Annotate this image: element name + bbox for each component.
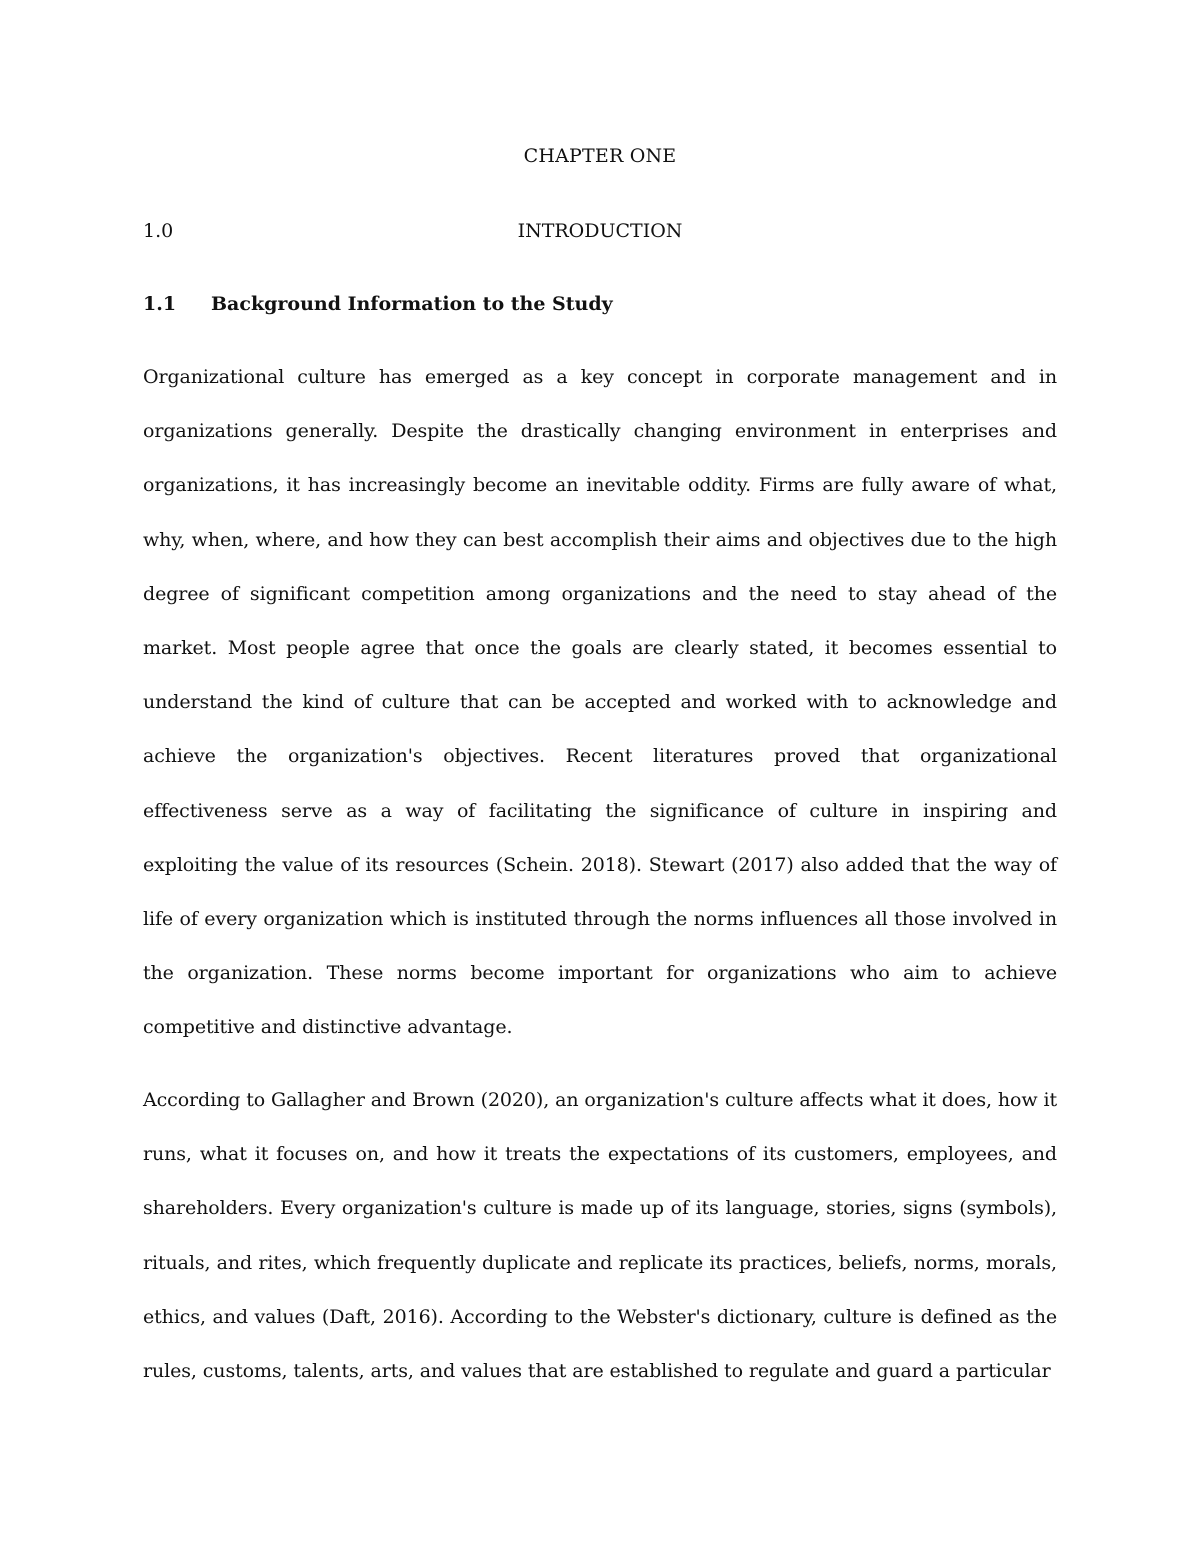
subsection-number: 1.1 [143, 293, 177, 315]
chapter-title: CHAPTER ONE [523, 145, 677, 167]
body-paragraph: Organizational culture has emerged as a key concept in corporate management and in organizations generally. Despite the drastically changing environment in enterprises and organizations, it has increasingly become an inevitable oddity. Firms are fully aware of what, why, when, where, and how they can best accomplish their aims and objectives due to the high degree of significant competition among organizations and the need to stay ahead of the market. Most people agree that once the goals are clearly stated, it becomes essential to understand the kind of culture that can be accepted and worked with to acknowledge and achieve the organization's objectives. Recent literatures proved that organizational effectiveness serve as a way of facilitating the significance of culture in inspiring and exploiting the value of its resources (Schein. 2018). Stewart (2017) also added that the way of life of every organization which is instituted through the norms influences all those involved in the organization. These norms become important for organizations who aim to achieve competitive and distinctive advantage. [143, 366, 1057, 1039]
section-title: INTRODUCTION [517, 220, 683, 242]
section-heading-introduction [143, 216, 1057, 246]
body-paragraph: According to Gallagher and Brown (2020), an organization's culture affects what it does, how it runs, what it focuses on, and how it treats the expectations of its customers, employees, and shareholders. Every organization's culture is made up of its language, stories, signs (symbols), rituals, and rites, which frequently duplicate and replicate its practices, beliefs, norms, morals, ethics, and values (Daft, 2016). According to the Webster's dictionary, culture is defined as the rules, customs, talents, arts, and values that are established to regulate and guard a particular [143, 1089, 1057, 1383]
subsection-title: Background Information to the Study [211, 293, 613, 315]
section-heading-background [143, 289, 1057, 319]
section-number: 1.0 [143, 220, 174, 242]
